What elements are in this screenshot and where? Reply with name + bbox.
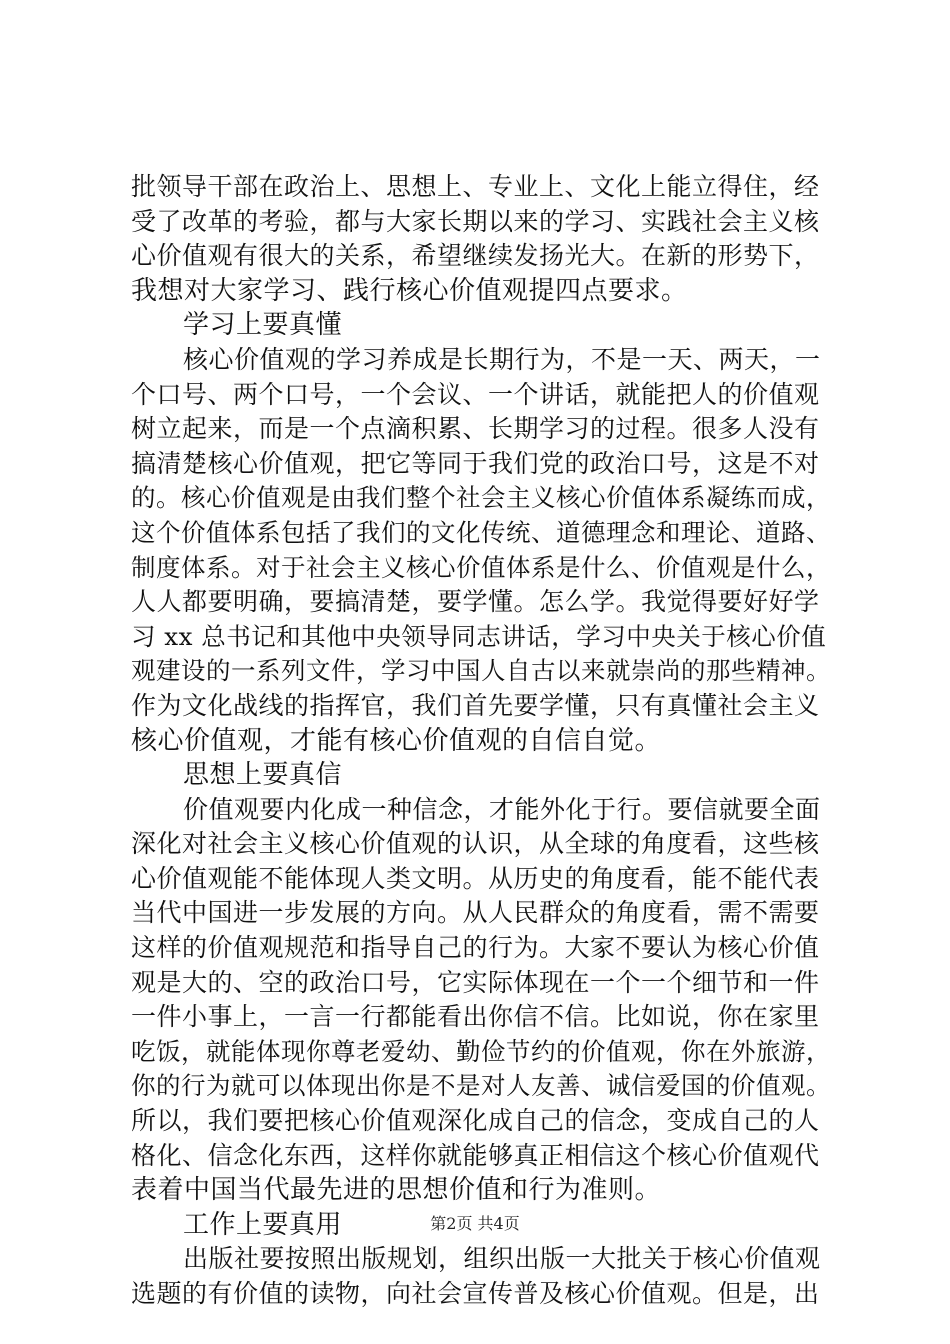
text-line: 制度体系。对于社会主义核心价值体系是什么、价值观是什么， xyxy=(131,552,831,582)
paragraph-start-line: 工作上要真用 xyxy=(183,1209,343,1240)
document-body xyxy=(131,170,831,1312)
paragraph-start-line: 核心价值观的学习养成是长期行为，不是一天、两天，一 xyxy=(183,344,821,374)
text-line: 心价值观有很大的关系，希望继续发扬光大。在新的形势下， xyxy=(131,241,820,271)
paragraph-start-line: 学习上要真懂 xyxy=(183,310,343,341)
text-line: 个口号、两个口号，一个会议、一个讲话，就能把人的价值观 xyxy=(131,379,820,409)
text-line: 这样的价值观规范和指导自己的行为。大家不要认为核心价值 xyxy=(131,933,820,963)
page-footer: 第2页 共4页 xyxy=(430,1214,520,1233)
text-line: 当代中国进一步发展的方向。从人民群众的角度看，需不需要 xyxy=(131,898,820,928)
text-line: 受了改革的考验，都与大家长期以来的学习、实践社会主义核 xyxy=(131,206,820,236)
text-line: 你的行为就可以体现出你是不是对人友善、诚信爱国的价值观。 xyxy=(131,1071,831,1101)
text-line: 选题的有价值的读物，向社会宣传普及核心价值观。但是，出 xyxy=(131,1279,820,1308)
text-line: 心价值观能不能体现人类文明。从历史的角度看，能不能代表 xyxy=(131,863,820,893)
text-line: 格化、信念化东西，这样你就能够真正相信这个核心价值观代 xyxy=(131,1140,820,1170)
paragraph-start-line: 出版社要按照出版规划，组织出版一大批关于核心价值观 xyxy=(183,1244,821,1274)
text-line: 吃饭，就能体现你尊老爱幼、勤俭节约的价值观，你在外旅游， xyxy=(131,1036,831,1066)
paragraph-start-line: 思想上要真信 xyxy=(183,760,343,791)
text-line: 的。核心价值观是由我们整个社会主义核心价值体系凝练而成， xyxy=(131,483,831,513)
paragraph-start-line: 价值观要内化成一种信念，才能外化于行。要信就要全面 xyxy=(183,794,821,824)
text-line: 作为文化战线的指挥官，我们首先要学懂，只有真懂社会主义 xyxy=(131,690,820,720)
text-line: 树立起来，而是一个点滴积累、长期学习的过程。很多人没有 xyxy=(131,414,820,444)
text-line: 习 xx 总书记和其他中央领导同志讲话，学习中央关于核心价值 xyxy=(131,621,827,651)
text-line: 核心价值观，才能有核心价值观的自信自觉。 xyxy=(131,725,662,756)
text-line: 我想对大家学习、践行核心价值观提四点要求。 xyxy=(131,275,688,306)
text-line: 批领导干部在政治上、思想上、专业上、文化上能立得住，经 xyxy=(131,172,820,201)
text-line: 观建设的一系列文件，学习中国人自古以来就崇尚的那些精神。 xyxy=(131,656,831,686)
text-line: 深化对社会主义核心价值观的认识，从全球的角度看，这些核 xyxy=(131,829,820,859)
text-line: 搞清楚核心价值观，把它等同于我们党的政治口号，这是不对 xyxy=(131,448,820,478)
text-line: 所以，我们要把核心价值观深化成自己的信念，变成自己的人 xyxy=(131,1106,820,1136)
text-line: 这个价值体系包括了我们的文化传统、道德理念和理论、道路、 xyxy=(131,517,831,547)
text-line: 一件小事上，一言一行都能看出你信不信。比如说，你在家里 xyxy=(131,1002,820,1032)
text-line: 人人都要明确，要搞清楚，要学懂。怎么学。我觉得要好好学 xyxy=(131,587,820,617)
text-line: 观是大的、空的政治口号，它实际体现在一个一个细节和一件 xyxy=(131,967,820,997)
text-line: 表着中国当代最先进的思想价值和行为准则。 xyxy=(131,1175,662,1206)
